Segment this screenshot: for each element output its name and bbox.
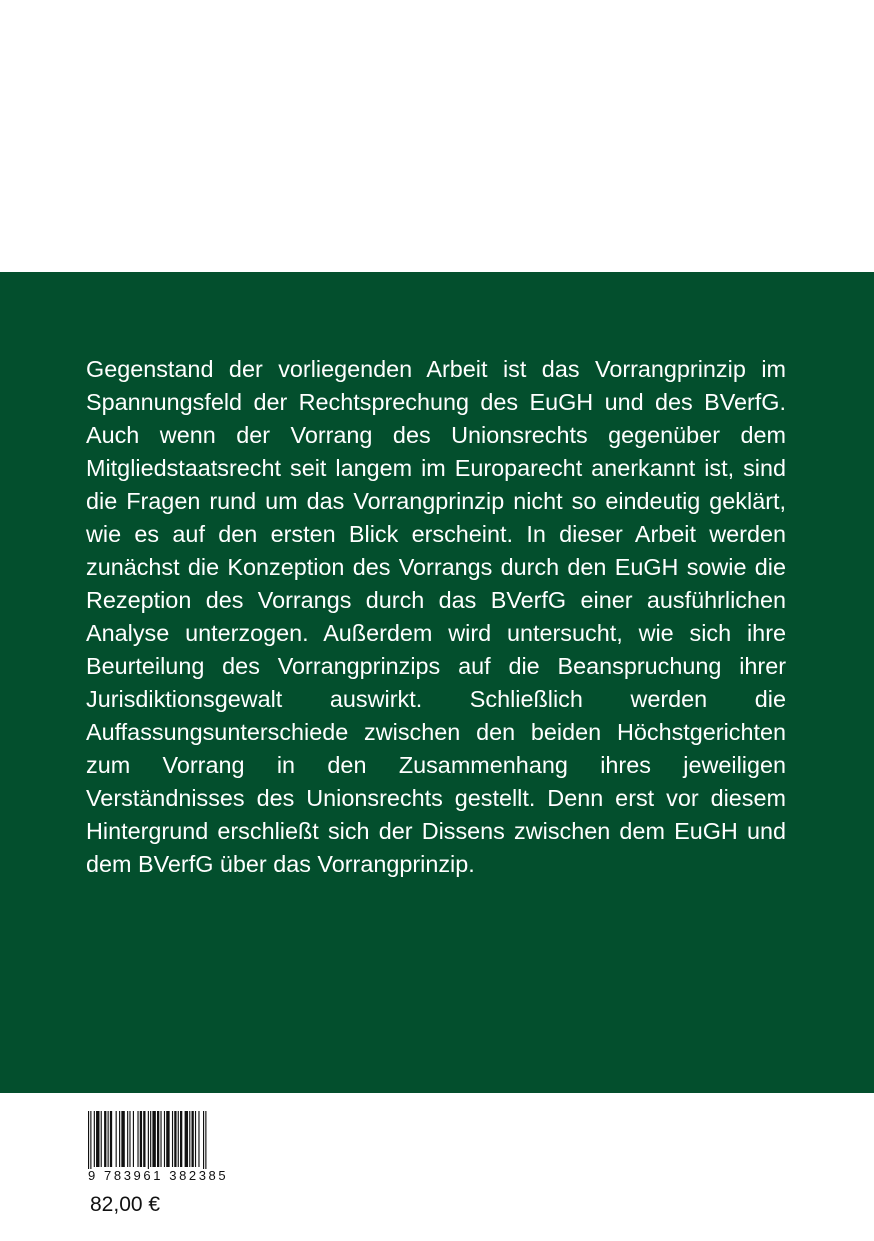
barcode-bar [143,1111,145,1167]
barcode-bar [150,1111,151,1167]
barcode-bar [119,1111,120,1167]
barcode-bar [116,1111,117,1167]
barcode-bar [94,1111,95,1167]
barcode-bar [189,1111,190,1167]
isbn-number: 9 783961 382385 [88,1168,229,1183]
barcode-bar [96,1111,99,1167]
barcode-bar [90,1111,91,1171]
barcode-bar [205,1111,206,1171]
barcode-bar [195,1111,196,1167]
barcode-bar [129,1111,130,1167]
barcode-bar [148,1111,149,1171]
barcode-bar [198,1111,199,1167]
barcode-bar [101,1111,102,1167]
barcode-bar [178,1111,179,1167]
barcode-bar [121,1111,124,1167]
barcode-bar [160,1111,161,1167]
barcode-bar [166,1111,169,1167]
book-blurb: Gegenstand der vorliegenden Arbeit ist das Vorrangprinzip im Spannungsfeld der Rechtsprechung des EuGH und des BVerfG. Auch wenn der Vorrang des Unionsrechts gegenüber dem Mitgliedstaatsrecht seit langem im Europarecht anerkannt ist, sind die Fragen rund um das Vorrangprinzip nicht so eindeutig geklärt, wie es auf den ersten Blick erscheint. In dieser Arbeit werden zunächst die Konzeption des Vorrangs durch den EuGH sowie die Rezeption des Vorrangs durch das BVerfG einer ausführlichen Analyse unterzogen. Außerdem wird untersucht, wie sich ihre Beurteilung des Vorrangprinzips auf die Beanspruchung ihrer Jurisdiktionsgewalt auswirkt. Schließlich werden die Auffassungsunterschiede zwischen den beiden Höchstgerichten zum Vorrang in den Zusammenhang ihres jeweiligen Verständnisses des Unionsrechts gestellt. Denn erst vor diesem Hintergrund erschließt sich der Dissens zwischen dem EuGH und dem BVerfG über das Vorrangprinzip. [86,356,786,877]
barcode-bar [172,1111,173,1167]
barcode-bar [152,1111,155,1167]
barcode-bar [108,1111,109,1167]
barcode-bar [203,1111,204,1171]
barcode-bar [192,1111,194,1167]
barcode-bar [127,1111,128,1167]
barcode-bar [137,1111,138,1167]
price-label: 82,00 € [90,1193,161,1216]
barcode-bar [174,1111,176,1167]
barcode-bar [88,1111,89,1171]
barcode-bar [157,1111,159,1167]
barcode-bar [180,1111,182,1167]
barcode-bar [104,1111,106,1167]
barcode-bar [185,1111,188,1167]
barcode-bar [133,1111,134,1167]
barcode-bar [140,1111,142,1167]
barcode-bar [110,1111,112,1167]
barcode-bar [164,1111,165,1167]
top-blank-area [0,0,874,272]
